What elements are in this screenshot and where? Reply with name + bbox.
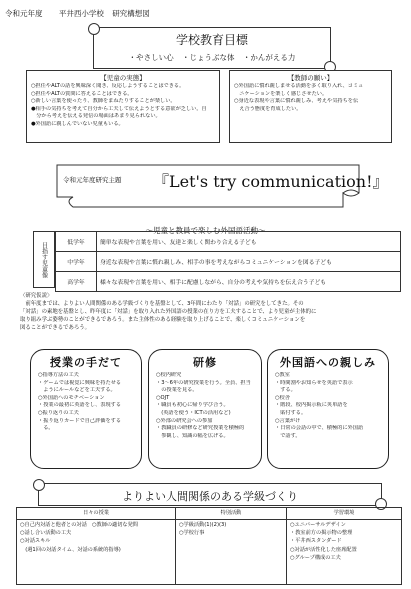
header-doc-title: 研究構想図 bbox=[112, 9, 150, 18]
class-building-table bbox=[16, 507, 402, 585]
rationale-section bbox=[20, 292, 398, 339]
wish-line: え合う態度を育成したい。 bbox=[234, 105, 302, 112]
lesson-methods-title: 授業の手だて bbox=[50, 356, 122, 369]
situation-line: ●外国語に親しんでいない児童もいる。 bbox=[31, 120, 124, 127]
table-row bbox=[56, 272, 401, 292]
training-line: ・職員も初心に帰り学び合う。 bbox=[156, 402, 229, 409]
header-year: 令和元年度 bbox=[5, 9, 43, 18]
rationale-line: 前年度までは、よりよい人間関係のある学級づくりを基盤として、3年間にわたり「対話」の研究をしてきた。その bbox=[20, 301, 304, 307]
list-item: ・平井西スタンダード bbox=[290, 538, 342, 545]
situation-line: 分から考えを伝える発信の場面はあまり見られない。 bbox=[31, 113, 161, 120]
lesson-methods-line: ○外国語へのモチベーション bbox=[38, 394, 105, 401]
scroll-curl-left bbox=[33, 479, 45, 491]
class-building-title: よりよい人間関係のある学級づくり bbox=[122, 490, 298, 503]
rationale-line: 図ることができるであろう。 bbox=[20, 325, 91, 331]
wish-line: ○身近な表現や言葉に慣れ親しみ、考えや気持ちを伝 bbox=[234, 98, 359, 105]
target-text-cell: 様々な表現や言葉を用い、相手に配慮しながら、自分の考えや気持ちを伝え合う子ども bbox=[97, 272, 401, 292]
header-school: 平井西小学校 bbox=[58, 9, 104, 18]
column-header: 日々の授業 bbox=[17, 508, 176, 520]
special-activities-cell bbox=[176, 520, 287, 585]
column-header: 特別活動 bbox=[176, 508, 287, 520]
list-item: ・教室前方の掲示物の整理 bbox=[290, 530, 353, 537]
school-goal-items bbox=[94, 52, 330, 63]
lesson-methods-line: ようにルールなどを工夫する。 bbox=[38, 387, 116, 394]
lesson-methods-line: ・ゲームでは視覚に興味を持たせる bbox=[38, 379, 122, 386]
learning-environment-cell bbox=[287, 520, 402, 585]
school-goal-title: 学校教育目標 bbox=[175, 33, 248, 47]
training-line: (英語を使う・ICTの活用など) bbox=[156, 409, 231, 416]
target-children-table bbox=[55, 231, 401, 292]
grade-cell: 中学年 bbox=[56, 252, 97, 272]
grade-cell: 低学年 bbox=[56, 232, 97, 252]
foreign-language-line: する。 bbox=[275, 387, 296, 394]
list-item: ○話し合い活動の工夫 bbox=[20, 530, 72, 537]
goal-item: ・じょうぶな体 bbox=[182, 53, 235, 62]
wish-title: 【教師の願い】 bbox=[287, 74, 334, 82]
training-line: 参観し、知識の幅を広げる。 bbox=[156, 432, 229, 439]
training-line: の授業を見る。 bbox=[156, 387, 198, 394]
situation-title: 【児童の実態】 bbox=[100, 74, 146, 82]
foreign-language-line: ○校舎 bbox=[275, 394, 290, 401]
list-item: ○学級活動(1)(2)(3) bbox=[179, 522, 227, 528]
training-line: ○外部の研究会への参加 bbox=[156, 417, 213, 424]
rationale-title: 〈研究仮説〉 bbox=[20, 293, 53, 299]
table-row bbox=[56, 232, 401, 252]
training-line: ○校内研究 bbox=[156, 372, 182, 378]
column-header: 学習環境 bbox=[287, 508, 402, 520]
foreign-language-line: ○言葉がけ bbox=[275, 417, 301, 424]
target-side-label-cell bbox=[33, 231, 55, 288]
theme-label: 令和元年度研究主題 bbox=[63, 176, 122, 184]
training-title: 研修 bbox=[193, 356, 217, 369]
list-item: ○ユニバーサルデザイン bbox=[290, 522, 346, 528]
lesson-methods-panel bbox=[30, 349, 142, 469]
lesson-methods-line: ○振り返りの工夫 bbox=[38, 409, 79, 416]
table-row bbox=[56, 252, 401, 272]
situation-line: ○担任やALTの話を興味深く聞き、反応しようすることはできる。 bbox=[31, 83, 185, 89]
foreign-language-panel bbox=[267, 349, 389, 469]
foreign-language-line: ・階段、校内掲示板に英単語を bbox=[275, 402, 348, 409]
rationale-line: 取り組み学ぶ姿勢のことができるであろう。また主体性のある経験を取り上げることで、楽しくコミュニケーションを bbox=[20, 317, 306, 323]
situation-line: ○新しい言葉を使ったり、教師をまねたりすることが楽しい。 bbox=[31, 98, 176, 105]
target-text-cell: 身近な表現や言葉に慣れ親しみ、相手の事を考えながらコミュニケーションを図る子ども bbox=[97, 252, 401, 272]
doc-header bbox=[5, 8, 150, 19]
target-text-cell: 簡単な表現や言葉を用い、友達と楽しく関わり合える子ども bbox=[97, 232, 401, 252]
list-item: ○グループ構成の工夫 bbox=[290, 554, 341, 561]
training-line: ○OJT bbox=[156, 394, 170, 401]
foreign-language-line: ○教室 bbox=[275, 372, 290, 378]
foreign-language-line: ・日常の会話の中で、積極的に外国語 bbox=[275, 425, 364, 432]
rationale-line: 「対話」の素地を基盤とし、昨年度に「対話」を取り入れた外国語の授業の在り方を工夫することで、より児童が主体的に bbox=[20, 309, 317, 315]
teacher-wish-box bbox=[229, 70, 392, 143]
grade-cell: 高学年 bbox=[56, 272, 97, 292]
goal-item: ・かんがえる力 bbox=[242, 53, 296, 62]
foreign-language-line: で話す。 bbox=[275, 432, 301, 439]
lesson-methods-line: る。 bbox=[38, 425, 54, 432]
training-line: ・教職員の研修など研究授業を積極的 bbox=[156, 425, 245, 432]
foreign-language-line: 貼付する。 bbox=[275, 409, 307, 416]
situation-line: ●相手の気持ちを考えて自分から工夫して伝えようとする意欲が乏しい。自 bbox=[31, 105, 207, 112]
wish-line: ニケーションを楽しく感じさせたい。 bbox=[234, 90, 328, 97]
class-building-scroll bbox=[38, 483, 382, 506]
list-item: ○対話スキル bbox=[20, 538, 51, 545]
training-panel bbox=[148, 349, 262, 469]
scroll-curl-left bbox=[88, 23, 100, 35]
theme-title: 『Let's try communication!』 bbox=[153, 172, 389, 191]
list-item: ○学校行事 bbox=[179, 530, 205, 537]
foreign-language-title: 外国語への親しみ bbox=[280, 356, 376, 369]
training-line: ・3〜6年の研究授業を行う。全員、担当 bbox=[156, 379, 251, 386]
target-side-label: 目指す児童像 bbox=[40, 241, 48, 278]
list-item: ○対話が活性化した座席配置 bbox=[290, 546, 357, 553]
theme-subtitle: 〜児童と教員で楽しむ外国語活動〜 bbox=[145, 226, 266, 235]
lesson-methods-line: ・振り返りカードで自己評価をする bbox=[38, 417, 122, 424]
list-item: (週1回の対話タイム、対話の系統的指導) bbox=[20, 546, 121, 553]
children-situation-box bbox=[26, 70, 220, 143]
table-row bbox=[17, 520, 402, 585]
school-goal-scroll bbox=[93, 27, 331, 69]
table-header-row bbox=[17, 508, 402, 520]
wish-line: ○外国語に慣れ親しませる活動を多く取り入れ、コミュ bbox=[234, 83, 364, 89]
daily-lessons-cell bbox=[17, 520, 176, 585]
lesson-methods-line: ・授業の最初に英語をし、表現する bbox=[38, 402, 122, 409]
situation-line: ○担任やALTの質問に答えることはできる。 bbox=[31, 90, 133, 97]
list-item: ○自己内対話と他者との対話 ○教師の適切な発問 bbox=[20, 522, 138, 528]
foreign-language-line: ・時間割やお知らせを英語で表示 bbox=[275, 379, 353, 386]
lesson-methods-line: ○指導方法の工夫 bbox=[38, 372, 79, 378]
goal-item: ・やさしい心 bbox=[128, 53, 174, 62]
research-theme-banner bbox=[53, 161, 389, 211]
